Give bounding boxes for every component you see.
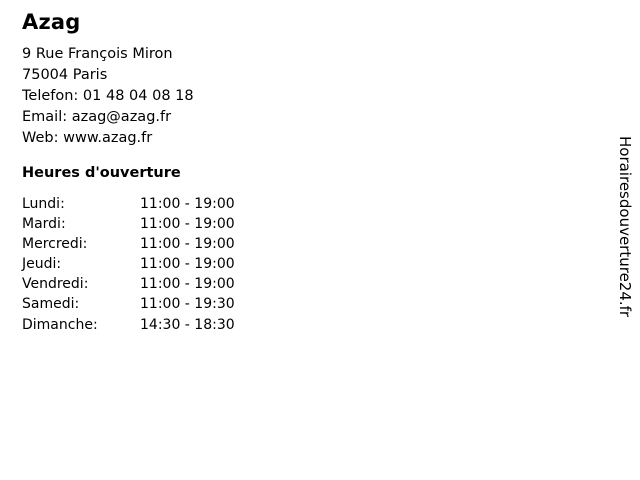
contact-details	[22, 44, 194, 149]
day-hours: 11:00 - 19:00	[140, 216, 235, 233]
email-line: Email: azag@azag.fr	[22, 109, 172, 125]
day-hours: 14:30 - 18:30	[140, 316, 235, 333]
day-label: Lundi:	[22, 196, 65, 212]
day-label: Vendredi:	[22, 276, 89, 293]
day-label: Mercredi:	[22, 236, 88, 253]
table-row	[22, 294, 235, 314]
address-street: 9 Rue François Miron	[22, 46, 173, 62]
opening-hours-heading: Heures d'ouverture	[22, 165, 181, 181]
address-city: 75004 Paris	[22, 67, 108, 83]
table-row	[22, 214, 235, 234]
day-label: Mardi:	[22, 216, 66, 233]
table-row	[22, 315, 235, 335]
table-row	[22, 194, 235, 214]
opening-hours-table	[22, 194, 235, 335]
table-row	[22, 234, 235, 254]
page-title: Azag	[22, 10, 81, 34]
day-hours: 11:00 - 19:00	[140, 276, 235, 293]
day-label: Jeudi:	[22, 256, 62, 273]
phone-line: Telefon: 01 48 04 08 18	[22, 88, 194, 104]
day-hours: 11:00 - 19:30	[140, 296, 235, 313]
day-hours: 11:00 - 19:00	[140, 236, 235, 253]
table-row	[22, 254, 235, 274]
day-label: Samedi:	[22, 296, 80, 313]
table-row	[22, 274, 235, 294]
watermark-brand: Horairesdouverture24.fr	[616, 136, 634, 318]
day-hours: 11:00 - 19:00	[140, 196, 235, 212]
day-label: Dimanche:	[22, 316, 98, 333]
day-hours: 11:00 - 19:00	[140, 256, 235, 273]
website-line: Web: www.azag.fr	[22, 130, 153, 146]
